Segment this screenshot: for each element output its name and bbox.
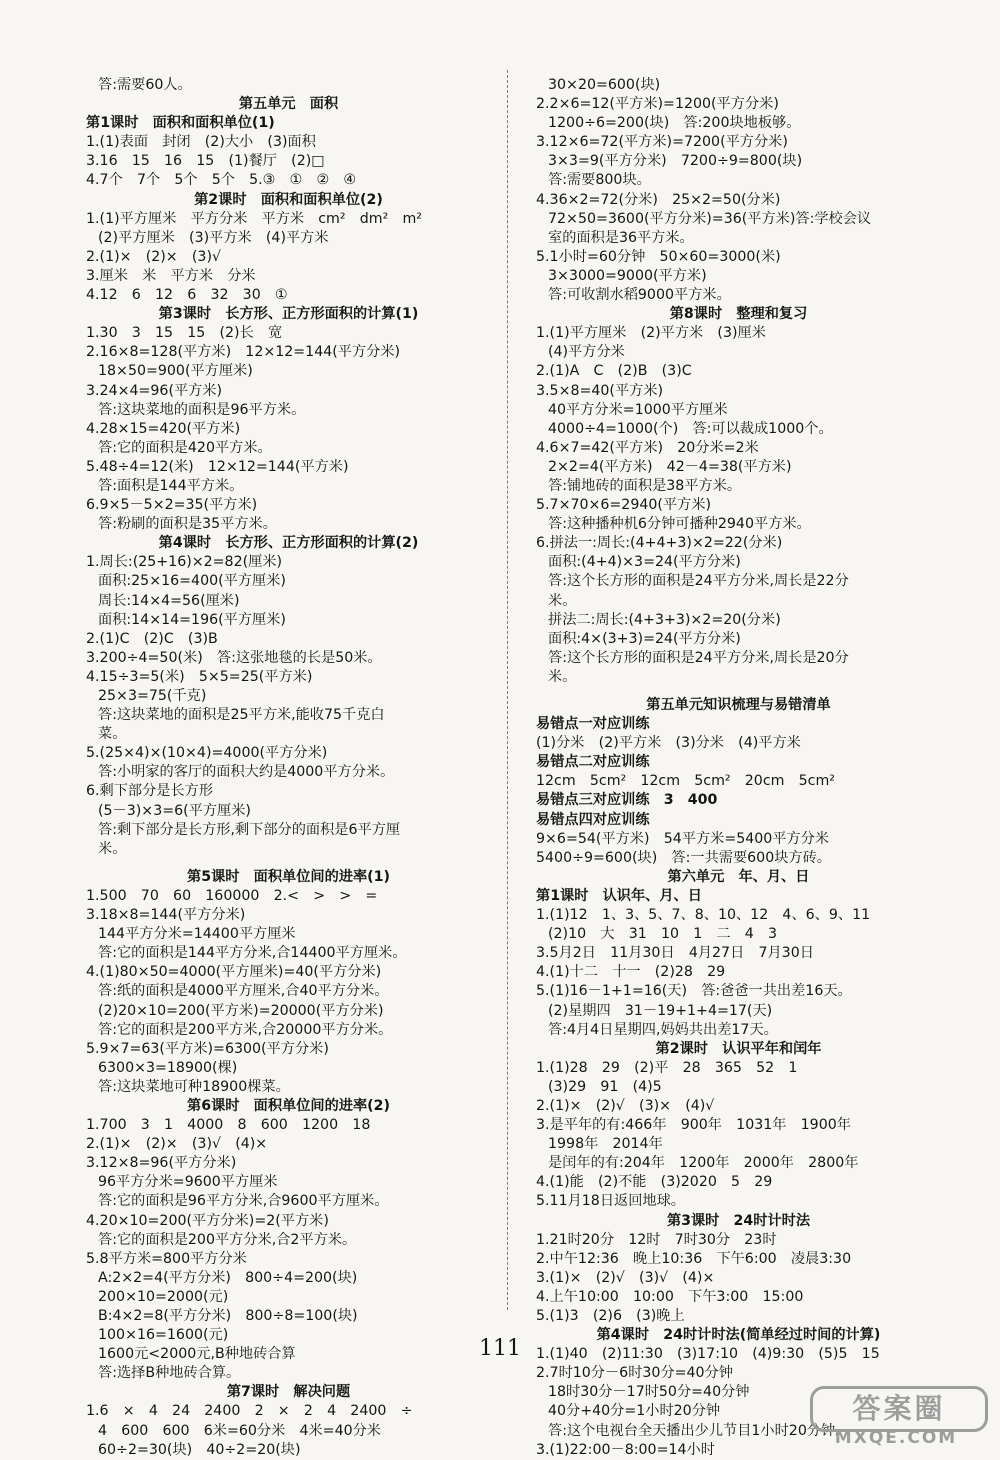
answer-line: 100×16=1600(元) [98,1327,229,1344]
answer-line: 2.(1)× (2)√ (3)× (4)√ [536,1097,715,1114]
answer-line: 答:它的面积是200平方分米,合2平方米。 [98,1231,357,1248]
answer-line: 答:这块菜地的面积是25平方米,能收75千克白 [98,707,385,724]
section-heading: 第4课时 长方形、正方形面积的计算(2) [158,535,419,552]
answer-line: 2.中午12:36 晚上10:36 下午6:00 凌晨3:30 [536,1250,852,1267]
answer-line: 3.200÷4=50(米) 答:这张地毯的长是50米。 [86,649,382,666]
answer-line: 1998年 2014年 [548,1136,663,1153]
answer-line: 1.(1)28 29 (2)平 28 365 52 1 [536,1059,798,1076]
answer-line: 1200÷6=200(块) 答:200块地板够。 [548,115,801,132]
answer-line: 室的面积是36平方米。 [548,229,694,246]
answer-line: 答:这个长方形的面积是24平方分米,周长是20分 [548,649,849,666]
answer-line: 答:纸的面积是4000平方厘米,合40平方分米。 [98,983,389,1000]
answer-line: 答:这块菜地的面积是96平方米。 [98,401,306,418]
answer-line: 3.(1)22:00－8:00=14小时 [536,1441,715,1458]
answer-line: (3)29 91 (4)5 [548,1078,662,1095]
answer-line: 4.6×7=42(平方米) 20分米=2米 [536,439,759,456]
column-divider [507,70,508,1310]
answer-line: 3.12×6=72(平方米)=7200(平方分米) [536,134,788,151]
answer-line: 1.(1)12 1、3、5、7、8、10、12 4、6、9、11 [536,907,871,924]
answer-line: 2.(1)A C (2)B (3)C [536,363,692,380]
answer-line: 96平方分米=9600平方厘米 [98,1174,278,1191]
section-heading: 第3课时 长方形、正方形面积的计算(1) [158,306,419,323]
answer-line: 易错点二对应训练 [536,754,650,771]
answer-line: 5.8平方米=800平方分米 [86,1250,247,1267]
watermark-url: MXQE.COM [834,1428,958,1448]
answer-line: 4.(1)80×50=4000(平方厘米)=40(平方分米) [86,964,382,981]
answer-line: 1.6 × 4 24 2400 2 × 2 4 2400 ÷ [86,1403,413,1420]
answer-line: 3.16 15 16 15 (1)餐厅 (2)□ [86,153,325,170]
section-heading: 第五单元知识梳理与易错清单 [646,697,831,713]
answer-line: A:2×2=4(平方分米) 800÷4=200(块) [98,1269,358,1286]
answer-line: 易错点一对应训练 [536,716,650,733]
answer-line: 1.30 3 15 15 (2)长 宽 [86,325,283,342]
answer-line: 答:它的面积是200平方米,合20000平方分米。 [98,1021,393,1038]
answer-line: 6.拼法一:周长:(4+4+3)×2=22(分米) [536,535,783,552]
answer-line: 144平方分米=14400平方厘米 [98,926,296,943]
answer-line: 5.48÷4=12(米) 12×12=144(平方米) [86,458,349,475]
answer-line: 6.9×5－5×2=35(平方米) [86,497,258,514]
answer-line: 1.周长:(25+16)×2=82(厘米) [86,554,283,571]
answer-line: 答:4月4日星期四,妈妈共出差17天。 [548,1021,778,1038]
answer-line: 面积:14×14=196(平方厘米) [98,611,286,628]
answer-line: 1.(1)40 (2)11:30 (3)17:10 (4)9:30 (5)5 15 [536,1346,880,1363]
section-heading: 第2课时 认识平年和闰年 [655,1040,822,1057]
answer-line: 菜。 [98,726,127,743]
answer-line: 30×20=600(块) [548,77,661,93]
answer-line: 4.(1)能 (2)不能 (3)2020 5 29 [536,1174,773,1191]
answer-line: (1)分米 (2)平方米 (3)分米 (4)平方米 [536,735,801,752]
answer-line: 3×3000=9000(平方米) [548,267,707,284]
answer-line: 答:它的面积是96平方分米,合9600平方厘米。 [98,1193,389,1210]
answer-line: 答:它的面积是144平方分米,合14400平方厘米。 [98,945,407,962]
answer-line: 3.24×4=96(平方米) [86,382,223,399]
answer-line: (2)平方厘米 (3)平方米 (4)平方米 [98,229,329,246]
answer-line: 易错点三对应训练 3 400 [536,792,718,809]
answer-line: 米。 [98,840,127,857]
answer-line: 第1课时 认识年、月、日 [536,887,702,904]
answer-line: 答:可收割水稻9000平方米。 [548,287,731,304]
answer-line: 18×50=900(平方厘米) [98,363,253,380]
section-heading: 第5课时 面积单位间的进率(1) [187,868,390,885]
answer-line: (2)10 大 31 10 1 二 4 3 [548,926,778,943]
answer-line: 1.700 3 1 4000 8 600 1200 18 [86,1117,371,1134]
answer-line: 答:铺地砖的面积是38平方米。 [548,477,742,494]
answer-line: 拼法二:周长:(4+3+3)×2=20(分米) [548,611,781,628]
answer-line: 72×50=3600(平方分米)=36(平方米)答:学校会议 [548,210,872,227]
answer-line: 5.(25×4)×(10×4)=4000(平方分米) [86,745,328,762]
answer-line: 3.5月2日 11月30日 4月27日 7月30日 [536,945,814,962]
answer-line: 5.11月18日返回地球。 [536,1193,685,1210]
answer-line: 面积:4×(3+3)=24(平方分米) [548,630,741,647]
answer-line: 40分+40分=1小时20分钟 [548,1403,721,1420]
answer-line: 6.剩下部分是长方形 [86,783,214,800]
answer-line: 4.上午10:00 10:00 下午3:00 15:00 [536,1288,804,1305]
answer-line: 4.12 6 12 6 32 30 ① [86,287,288,304]
answer-line: 2.2×6=12(平方米)=1200(平方分米) [536,96,779,113]
answer-line: 面积:25×16=400(平方厘米) [98,573,286,590]
answer-line: 答:这块菜地可种18900棵菜。 [98,1078,290,1095]
answer-line: 5.(1)3 (2)6 (3)晚上 [536,1308,685,1324]
answer-line: 12cm 5cm² 12cm 5cm² 20cm 5cm² [536,773,835,790]
section-heading: 第六单元 年、月、日 [667,868,810,885]
answer-line: 4.(1)十二 十一 (2)28 29 [536,964,726,981]
answer-line: 200×10=2000(元) [98,1288,229,1305]
answer-line: 3.厘米 米 平方米 分米 [86,267,256,284]
answer-line: 1.(1)平方厘米 (2)平方米 (3)厘米 [536,325,766,342]
answer-line: 1600元<2000元,B种地砖合算 [98,1346,296,1363]
answer-line: (4)平方分米 [548,344,625,361]
answer-line: 周长:14×4=56(厘米) [98,592,240,609]
answer-line: 米。 [548,592,577,609]
answer-line: 3.18×8=144(平方分米) [86,907,246,924]
answer-line: 是闰年的有:204年 1200年 2000年 2800年 [548,1155,859,1172]
answer-line: 易错点四对应训练 [536,811,650,828]
answer-line: 4 600 600 6米=60分米 4米=40分米 [98,1422,381,1439]
answer-line: 答:选择B种地砖合算。 [98,1365,241,1382]
answer-line: 答:面积是144平方米。 [98,477,244,494]
answer-line: 3×3=9(平方分米) 7200÷9=800(块) [548,153,803,170]
answer-line: 6300×3=18900(棵) [98,1059,238,1076]
answer-line: 米。 [548,668,577,685]
answer-line: 4.20×10=200(平方分米)=2(平方米) [86,1212,329,1229]
answer-line: 答:剩下部分是长方形,剩下部分的面积是6平方厘 [98,821,401,838]
answer-line: 2.7时10分－6时30分=40分钟 [536,1365,733,1382]
section-heading: 第8课时 整理和复习 [669,306,808,323]
answer-line: 5400÷9=600(块) 答:一共需要600块方砖。 [536,849,831,866]
answer-line: 答:这个电视台全天播出少儿节目1小时20分钟。 [548,1422,850,1439]
section-heading: 第6课时 面积单位间的进率(2) [187,1097,390,1114]
section-heading: 第五单元 面积 [238,96,339,113]
section-heading: 第4课时 24时计时法(简单经过时间的计算) [596,1327,881,1344]
answer-line: 3.(1)× (2)√ (3)√ (4)× [536,1269,715,1286]
answer-line: 3.12×8=96(平方分米) [86,1155,237,1172]
answer-line: 2.16×8=128(平方米) 12×12=144(平方分米) [86,344,401,361]
answer-line: 25×3=75(千克) [98,688,207,704]
watermark-text: 答案圈 [810,1386,988,1432]
answer-line: 1.21时20分 12时 7时30分 23时 [536,1231,777,1248]
answer-line: 3.是平年的有:466年 900年 1031年 1900年 [536,1117,851,1134]
answer-line: 答:这个长方形的面积是24平方分米,周长是22分 [548,573,849,590]
answer-line: (2)20×10=200(平方米)=20000(平方分米) [98,1002,384,1019]
answer-line: 2.(1)× (2)× (3)√ [86,248,222,265]
answer-line: 40平方分米=1000平方厘米 [548,401,728,418]
answer-line: 4.7个 7个 5个 5个 5.③ ① ② ④ [86,172,357,189]
section-heading: 第7课时 解决问题 [226,1384,351,1401]
answer-line: 5.9×7=63(平方米)=6300(平方分米) [86,1040,329,1057]
answer-line: 5.(1)16－1+1=16(天) 答:爸爸一共出差16天。 [536,983,852,1000]
answer-line: 3.5×8=40(平方米) [536,382,664,399]
section-heading: 第2课时 面积和面积单位(2) [194,191,383,208]
answer-line: 2×2=4(平方米) 42－4=38(平方米) [548,458,792,475]
answer-line: 答:需要60人。 [98,77,192,93]
answer-line: 60÷2=30(块) 40÷2=20(块) [98,1441,301,1458]
spacer [86,859,491,868]
answer-line: (5－3)×3=6(平方厘米) [98,802,251,819]
answer-line: 5.7×70×6=2940(平方米) [536,497,712,514]
answer-line: 4.36×2=72(分米) 25×2=50(分米) [536,191,781,208]
answer-line: 9×6=54(平方米) 54平方米=5400平方分米 [536,830,830,847]
answer-line: 面积:(4+4)×3=24(平方分米) [548,554,741,571]
answer-line: 第1课时 面积和面积单位(1) [86,115,275,132]
answer-line: 4.15÷3=5(米) 5×5=25(平方米) [86,668,313,685]
answer-line: 2.(1)C (2)C (3)B [86,630,218,647]
page-number: 111 [479,1336,521,1361]
watermark-logo [808,1386,984,1448]
answer-line: 5.1小时=60分钟 50×60=3000(米) [536,248,781,265]
answer-line: 答:这种播种机6分钟可播种2940平方米。 [548,516,811,533]
answer-line: 4000÷4=1000(个) 答:可以裁成1000个。 [548,420,833,437]
answer-line: B:4×2=8(平方分米) 800÷8=100(块) [98,1308,358,1324]
answer-line: 答:它的面积是420平方米。 [98,439,272,456]
answer-line: (2)星期四 31－19+1+4=17(天) [548,1002,773,1019]
answer-line: 答:小明家的客厅的面积大约是4000平方分米。 [98,764,395,781]
answer-line: 1.500 70 60 160000 2.< > > = [86,887,378,904]
answer-line: 1.(1)平方厘米 平方分米 平方米 cm² dm² m² [86,210,422,227]
left-column [86,76,491,1460]
answer-line: 答:需要800块。 [548,172,651,189]
section-heading: 第3课时 24时计时法 [666,1212,811,1229]
right-column [536,76,941,1460]
answer-line: 18时30分－17时50分=40分钟 [548,1384,750,1401]
answer-line: 答:粉刷的面积是35平方米。 [98,516,277,533]
answer-line: 2.(1)× (2)× (3)√ (4)× [86,1136,268,1153]
answer-line: 4.28×15=420(平方米) [86,420,241,437]
spacer [536,687,941,696]
answer-line: 1.(1)表面 封闭 (2)大小 (3)面积 [86,134,316,151]
